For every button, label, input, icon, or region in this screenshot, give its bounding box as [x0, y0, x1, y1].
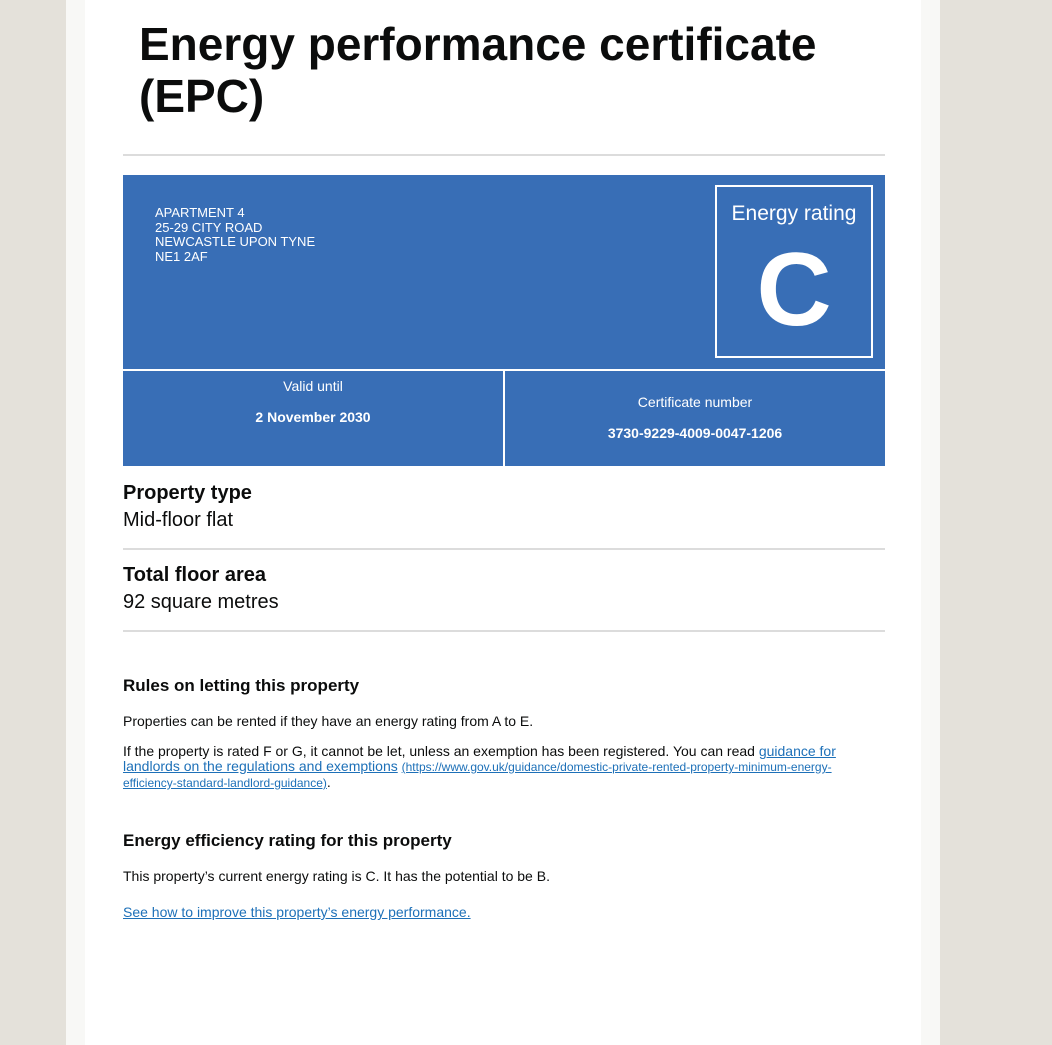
energy-rating-letter: C — [756, 232, 832, 348]
valid-until-label: Valid until — [283, 378, 343, 394]
property-type-label: Property type — [123, 482, 252, 504]
divider — [123, 630, 885, 632]
energy-rating-label: Energy rating — [731, 202, 857, 225]
letting-rules-heading: Rules on letting this property — [123, 676, 360, 695]
landlord-guidance-link[interactable]: guidance for landlords on the regulations and exemptions — [123, 743, 836, 774]
valid-until-date: 2 November 2030 — [255, 409, 371, 425]
efficiency-text: This property’s current energy rating is C. It has the potential to be B. — [123, 868, 550, 884]
floor-area-label: Total floor area — [123, 564, 266, 586]
property-address — [155, 206, 315, 265]
address-line: APARTMENT 4 — [155, 205, 245, 220]
letting-exemptions-text — [123, 744, 885, 791]
efficiency-heading: Energy efficiency rating for this property — [123, 831, 452, 850]
improve-energy-link-row — [123, 903, 885, 921]
letting-rules-text: Properties can be rented if they have an energy rating from A to E. — [123, 713, 534, 729]
address-line: NE1 2AF — [155, 249, 208, 265]
certificate-number: 3730-9229-4009-0047-1206 — [607, 425, 783, 441]
page-title: Energy performance certificate (EPC) — [139, 18, 817, 122]
floor-area-value: 92 square metres — [123, 591, 279, 613]
exemptions-text: If the property is rated F or G, it cannot be let, unless an exemption has been registered. You can read — [123, 743, 759, 759]
certificate-number-label: Certificate number — [637, 394, 753, 410]
divider — [123, 154, 885, 156]
exemptions-text-end: . — [326, 774, 331, 790]
property-type-value: Mid-floor flat — [123, 509, 234, 531]
address-line: NEWCASTLE UPON TYNE — [155, 234, 316, 250]
improve-energy-link[interactable]: See how to improve this property’s energy performance. — [123, 904, 471, 920]
energy-rating-box — [715, 185, 873, 358]
banner-column-divider — [503, 371, 505, 466]
divider — [123, 548, 885, 550]
certificate-banner — [123, 175, 885, 466]
landlord-guidance-url[interactable]: (https://www.gov.uk/guidance/domestic-private-rented-property-minimum-energy-efficiency-standard-landlord-guidance) — [123, 760, 832, 790]
address-line: 25-29 CITY ROAD — [155, 219, 263, 235]
